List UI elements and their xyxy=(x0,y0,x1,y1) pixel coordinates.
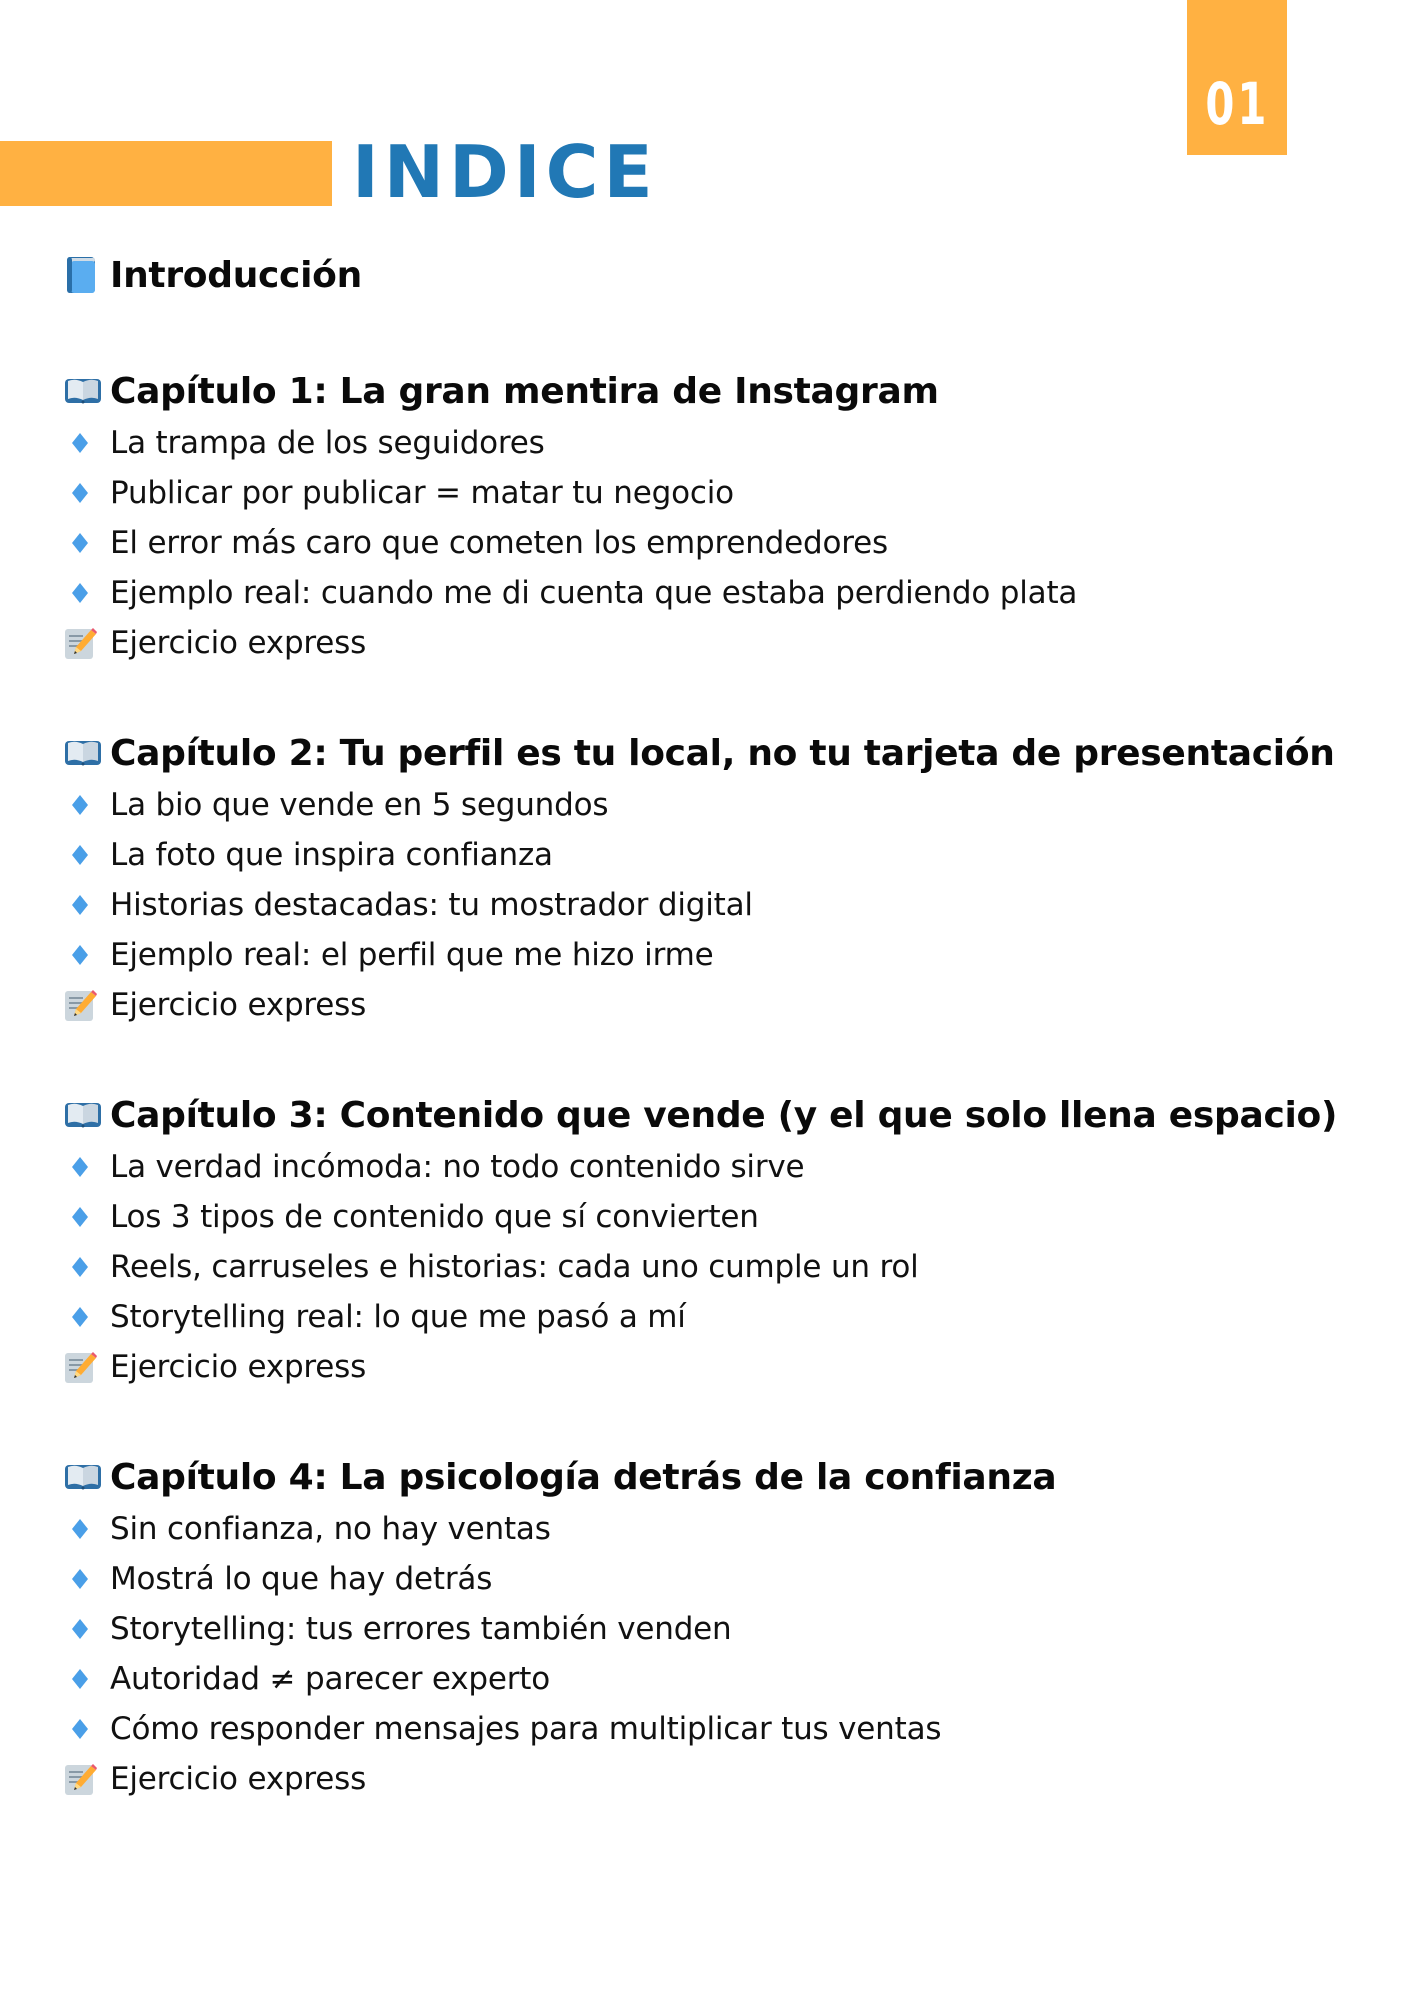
blue-diamond-icon xyxy=(70,477,100,509)
blue-diamond-icon xyxy=(70,839,100,871)
blue-diamond-icon xyxy=(70,1613,100,1645)
toc-exercise-label: Ejercicio express xyxy=(110,625,367,661)
toc-item[interactable] xyxy=(64,1504,1364,1554)
blue-diamond-icon xyxy=(70,1251,100,1283)
toc-item-label: El error más caro que cometen los emprendedores xyxy=(110,525,888,561)
toc-item-label: Ejemplo real: cuando me di cuenta que estaba perdiendo plata xyxy=(110,575,1078,611)
chapter-heading[interactable] xyxy=(64,1452,1364,1502)
toc-item[interactable] xyxy=(64,1242,1364,1292)
chapter-title: Capítulo 3: Contenido que vende (y el que solo llena espacio) xyxy=(110,1094,1338,1136)
toc-item[interactable] xyxy=(64,1604,1364,1654)
open-book-icon xyxy=(64,1099,102,1131)
toc-item-label: Publicar por publicar = matar tu negocio xyxy=(110,475,734,511)
chapter-title: Capítulo 4: La psicología detrás de la confianza xyxy=(110,1456,1057,1498)
memo-pencil-icon xyxy=(64,1351,104,1383)
chapter-title: Capítulo 1: La gran mentira de Instagram xyxy=(110,370,939,412)
toc-item-label: Ejemplo real: el perfil que me hizo irme xyxy=(110,937,714,973)
blue-diamond-icon xyxy=(70,427,100,459)
toc-item[interactable] xyxy=(64,1554,1364,1604)
blue-diamond-icon xyxy=(70,1151,100,1183)
toc-chapter-2 xyxy=(64,728,1364,1030)
blue-book-icon xyxy=(64,259,102,291)
toc-item-label: La verdad incómoda: no todo contenido sirve xyxy=(110,1149,805,1185)
page-number: 01 xyxy=(1205,70,1269,138)
toc-item[interactable] xyxy=(64,1654,1364,1704)
toc-item[interactable] xyxy=(64,780,1364,830)
page-title: INDICE xyxy=(352,130,658,214)
toc-item-label: Reels, carruseles e historias: cada uno cumple un rol xyxy=(110,1249,919,1285)
toc-exercise[interactable] xyxy=(64,618,1364,668)
chapter-heading[interactable] xyxy=(64,366,1364,416)
blue-diamond-icon xyxy=(70,1563,100,1595)
toc-item[interactable] xyxy=(64,1192,1364,1242)
page-number-badge xyxy=(1187,0,1287,155)
toc-item[interactable] xyxy=(64,1704,1364,1754)
toc-intro-label: Introducción xyxy=(110,254,362,296)
toc-chapter-3 xyxy=(64,1090,1364,1392)
toc-exercise[interactable] xyxy=(64,1754,1364,1804)
toc-item-label: La trampa de los seguidores xyxy=(110,425,545,461)
blue-diamond-icon xyxy=(70,939,100,971)
blue-diamond-icon xyxy=(70,1513,100,1545)
open-book-icon xyxy=(64,1461,102,1493)
chapter-heading[interactable] xyxy=(64,728,1364,778)
toc-item[interactable] xyxy=(64,880,1364,930)
toc-exercise-label: Ejercicio express xyxy=(110,1349,367,1385)
toc-exercise[interactable] xyxy=(64,980,1364,1030)
toc-item[interactable] xyxy=(64,1142,1364,1192)
toc-item[interactable] xyxy=(64,568,1364,618)
toc-item-label: Mostrá lo que hay detrás xyxy=(110,1561,493,1597)
blue-diamond-icon xyxy=(70,1663,100,1695)
toc-item-label: Sin confianza, no hay ventas xyxy=(110,1511,551,1547)
toc-item-label: La bio que vende en 5 segundos xyxy=(110,787,609,823)
blue-diamond-icon xyxy=(70,889,100,921)
table-of-contents xyxy=(64,250,1364,1804)
toc-item-label: Historias destacadas: tu mostrador digital xyxy=(110,887,753,923)
toc-item-label: Cómo responder mensajes para multiplicar tus ventas xyxy=(110,1711,942,1747)
memo-pencil-icon xyxy=(64,989,104,1021)
chapter-items xyxy=(64,1142,1364,1392)
toc-item-label: La foto que inspira confianza xyxy=(110,837,553,873)
toc-item[interactable] xyxy=(64,930,1364,980)
toc-item-label: Los 3 tipos de contenido que sí convierten xyxy=(110,1199,759,1235)
blue-diamond-icon xyxy=(70,1713,100,1745)
toc-item-label: Storytelling: tus errores también venden xyxy=(110,1611,732,1647)
blue-diamond-icon xyxy=(70,1201,100,1233)
blue-diamond-icon xyxy=(70,577,100,609)
toc-exercise[interactable] xyxy=(64,1342,1364,1392)
toc-item-label: Autoridad ≠ parecer experto xyxy=(110,1661,550,1697)
memo-pencil-icon xyxy=(64,1763,104,1795)
chapter-items xyxy=(64,1504,1364,1804)
toc-item-label: Storytelling real: lo que me pasó a mí xyxy=(110,1299,686,1335)
toc-item[interactable] xyxy=(64,830,1364,880)
toc-item[interactable] xyxy=(64,468,1364,518)
toc-item[interactable] xyxy=(64,418,1364,468)
blue-diamond-icon xyxy=(70,789,100,821)
toc-exercise-label: Ejercicio express xyxy=(110,987,367,1023)
toc-item[interactable] xyxy=(64,518,1364,568)
blue-diamond-icon xyxy=(70,527,100,559)
title-accent-bar xyxy=(0,141,332,206)
chapter-items xyxy=(64,418,1364,668)
open-book-icon xyxy=(64,375,102,407)
toc-intro[interactable] xyxy=(64,250,1364,300)
chapter-title: Capítulo 2: Tu perfil es tu local, no tu tarjeta de presentación xyxy=(110,732,1335,774)
toc-item[interactable] xyxy=(64,1292,1364,1342)
chapter-items xyxy=(64,780,1364,1030)
memo-pencil-icon xyxy=(64,627,104,659)
blue-diamond-icon xyxy=(70,1301,100,1333)
toc-chapter-4 xyxy=(64,1452,1364,1804)
toc-chapter-1 xyxy=(64,366,1364,668)
open-book-icon xyxy=(64,737,102,769)
toc-exercise-label: Ejercicio express xyxy=(110,1761,367,1797)
chapter-heading[interactable] xyxy=(64,1090,1364,1140)
